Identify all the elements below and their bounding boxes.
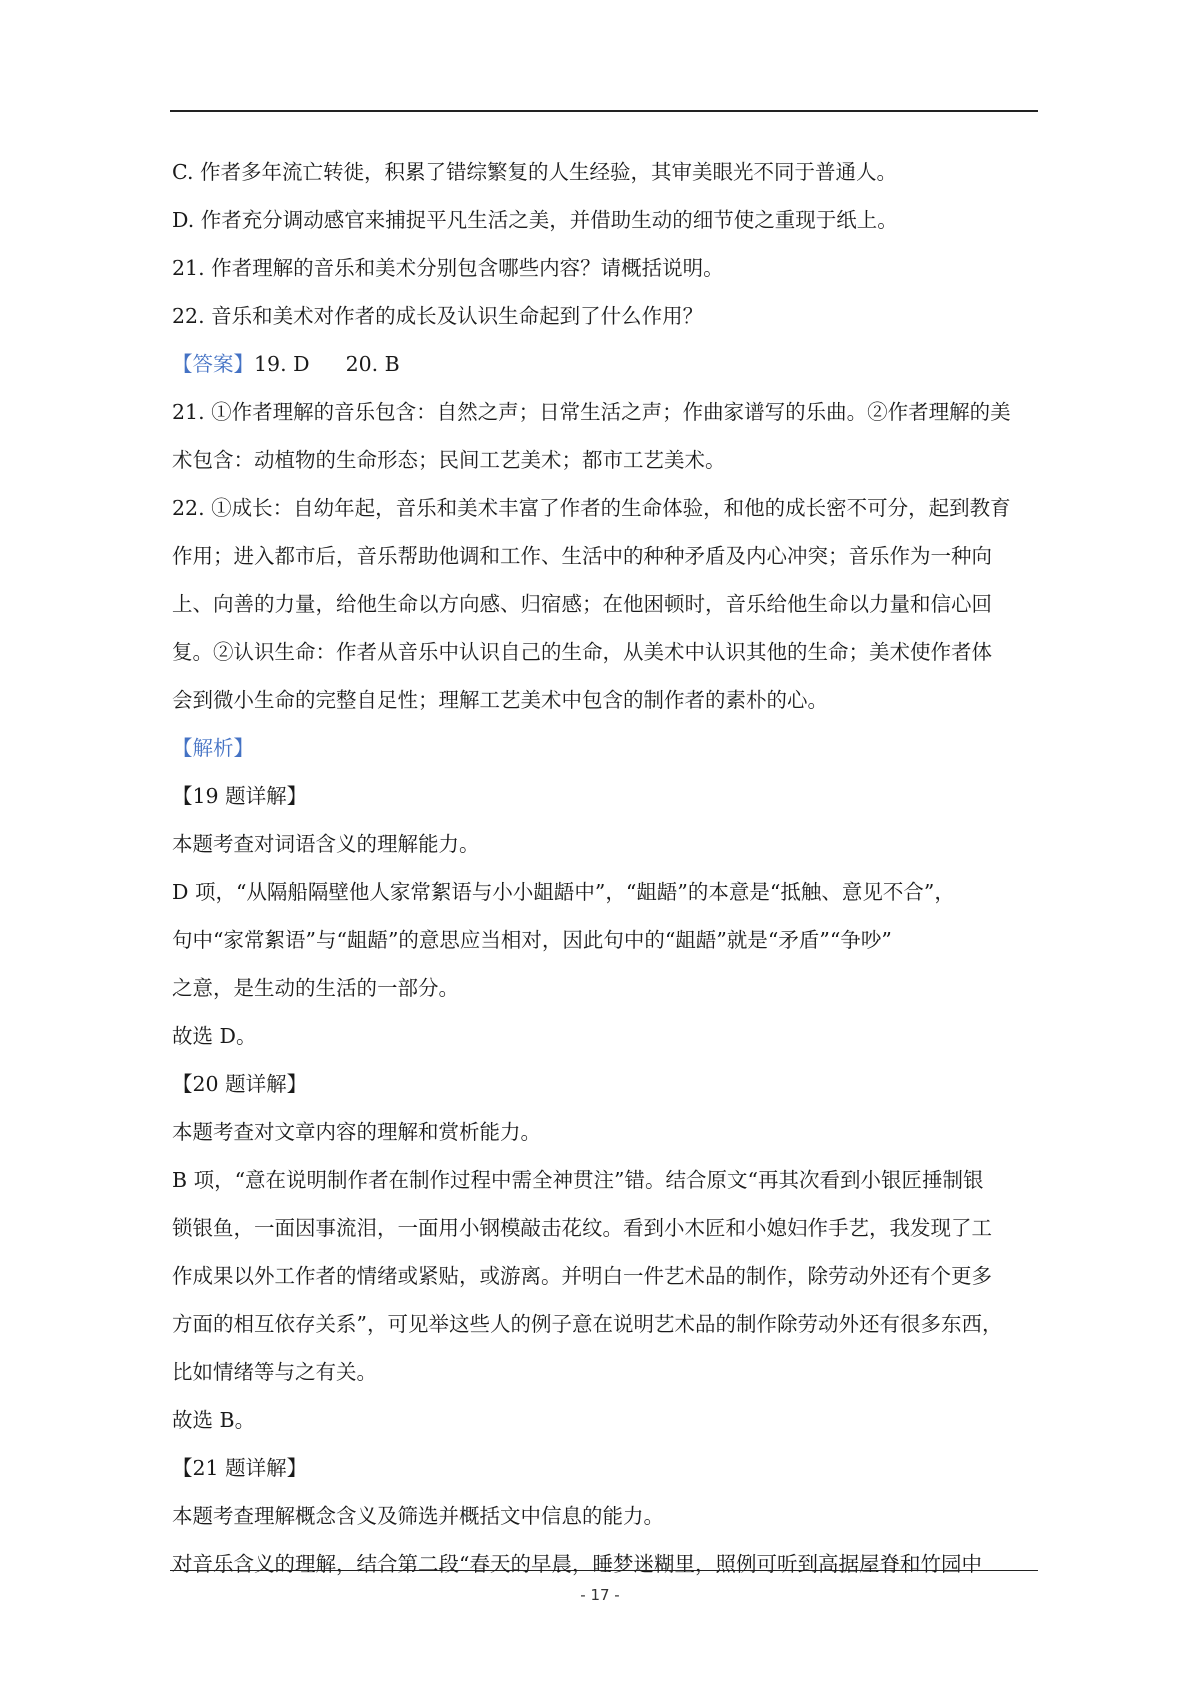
question-21: 21. 作者理解的音乐和美术分别包含哪些内容？请概括说明。 — [172, 256, 724, 280]
header-rule — [170, 110, 1038, 112]
q21-detail-line: 本题考查理解概念含义及筛选并概括文中信息的能力。 — [172, 1504, 664, 1528]
question-22: 22. 音乐和美术对作者的成长及认识生命起到了什么作用？ — [172, 304, 704, 328]
q19-conclusion: 故选 D。 — [172, 1024, 257, 1048]
q20-detail-heading: 【20 题详解】 — [172, 1072, 308, 1096]
answer-21-line-1: 21. ①作者理解的音乐包含：自然之声；日常生活之声；作曲家谱写的乐曲。②作者理解的美 — [172, 400, 1011, 424]
option-d: D. 作者充分调动感官来捕捉平凡生活之美，并借助生动的细节使之重现于纸上。 — [172, 208, 898, 232]
answer-22-line-3: 上、向善的力量，给他生命以方向感、归宿感；在他困顿时，音乐给他生命以力量和信心回 — [172, 592, 992, 616]
answer-22-line-4: 复。②认识生命：作者从音乐中认识自己的生命，从美术中认识其他的生命；美术使作者体 — [172, 640, 992, 664]
answer-20: 20. B — [345, 352, 400, 376]
q19-detail-line: D 项，“从隔船隔壁他人家常絮语与小小龃龉中”，“龃龉”的本意是“抵触、意见不合”， — [172, 880, 955, 904]
option-c: C. 作者多年流亡转徙，积累了错综繁复的人生经验，其审美眼光不同于普通人。 — [172, 160, 897, 184]
q20-conclusion: 故选 B。 — [172, 1408, 256, 1432]
analysis-label: 【解析】 — [172, 736, 254, 760]
q20-detail-line: B 项，“意在说明制作者在制作过程中需全神贯注”错。结合原文“再其次看到小银匠捶制银 — [172, 1168, 984, 1192]
page-number: - 17 - — [580, 1586, 620, 1604]
answer-19: 19. D — [254, 352, 310, 376]
answer-22-line-2: 作用；进入都市后，音乐帮助他调和工作、生活中的种种矛盾及内心冲突；音乐作为一种向 — [172, 544, 992, 568]
answer-21-line-2: 术包含：动植物的生命形态；民间工艺美术；都市工艺美术。 — [172, 448, 726, 472]
answer-22-line-5: 会到微小生命的完整自足性；理解工艺美术中包含的制作者的素朴的心。 — [172, 688, 828, 712]
answer-22-line-1: 22. ①成长：自幼年起，音乐和美术丰富了作者的生命体验，和他的成长密不可分，起到教育 — [172, 496, 1011, 520]
page-body — [172, 148, 1038, 1588]
answer-label: 【答案】 — [172, 352, 254, 376]
q21-detail-line: 对音乐含义的理解，结合第二段“春天的早晨，睡梦迷糊里，照例可听到高据屋脊和竹园中 — [172, 1552, 982, 1576]
q19-detail-heading: 【19 题详解】 — [172, 784, 308, 808]
q19-detail-line: 之意，是生动的生活的一部分。 — [172, 976, 459, 1000]
q20-detail-line: 锁银鱼，一面因事流泪，一面用小钢模敲击花纹。看到小木匠和小媳妇作手艺，我发现了工 — [172, 1216, 992, 1240]
footer-rule — [170, 1570, 1038, 1571]
answer-header — [172, 340, 1038, 388]
q20-detail-line: 本题考查对文章内容的理解和赏析能力。 — [172, 1120, 541, 1144]
q19-detail-line: 句中“家常絮语”与“龃龉”的意思应当相对，因此句中的“龃龉”就是“矛盾”“争吵” — [172, 928, 892, 952]
q20-detail-line: 作成果以外工作者的情绪或紧贴，或游离。并明白一件艺术品的制作，除劳动外还有个更多 — [172, 1264, 992, 1288]
q21-detail-heading: 【21 题详解】 — [172, 1456, 308, 1480]
q19-detail-line: 本题考查对词语含义的理解能力。 — [172, 832, 480, 856]
q20-detail-line: 方面的相互依存关系”，可见举这些人的例子意在说明艺术品的制作除劳动外还有很多东西， — [172, 1312, 1003, 1336]
q20-detail-line: 比如情绪等与之有关。 — [172, 1360, 377, 1384]
